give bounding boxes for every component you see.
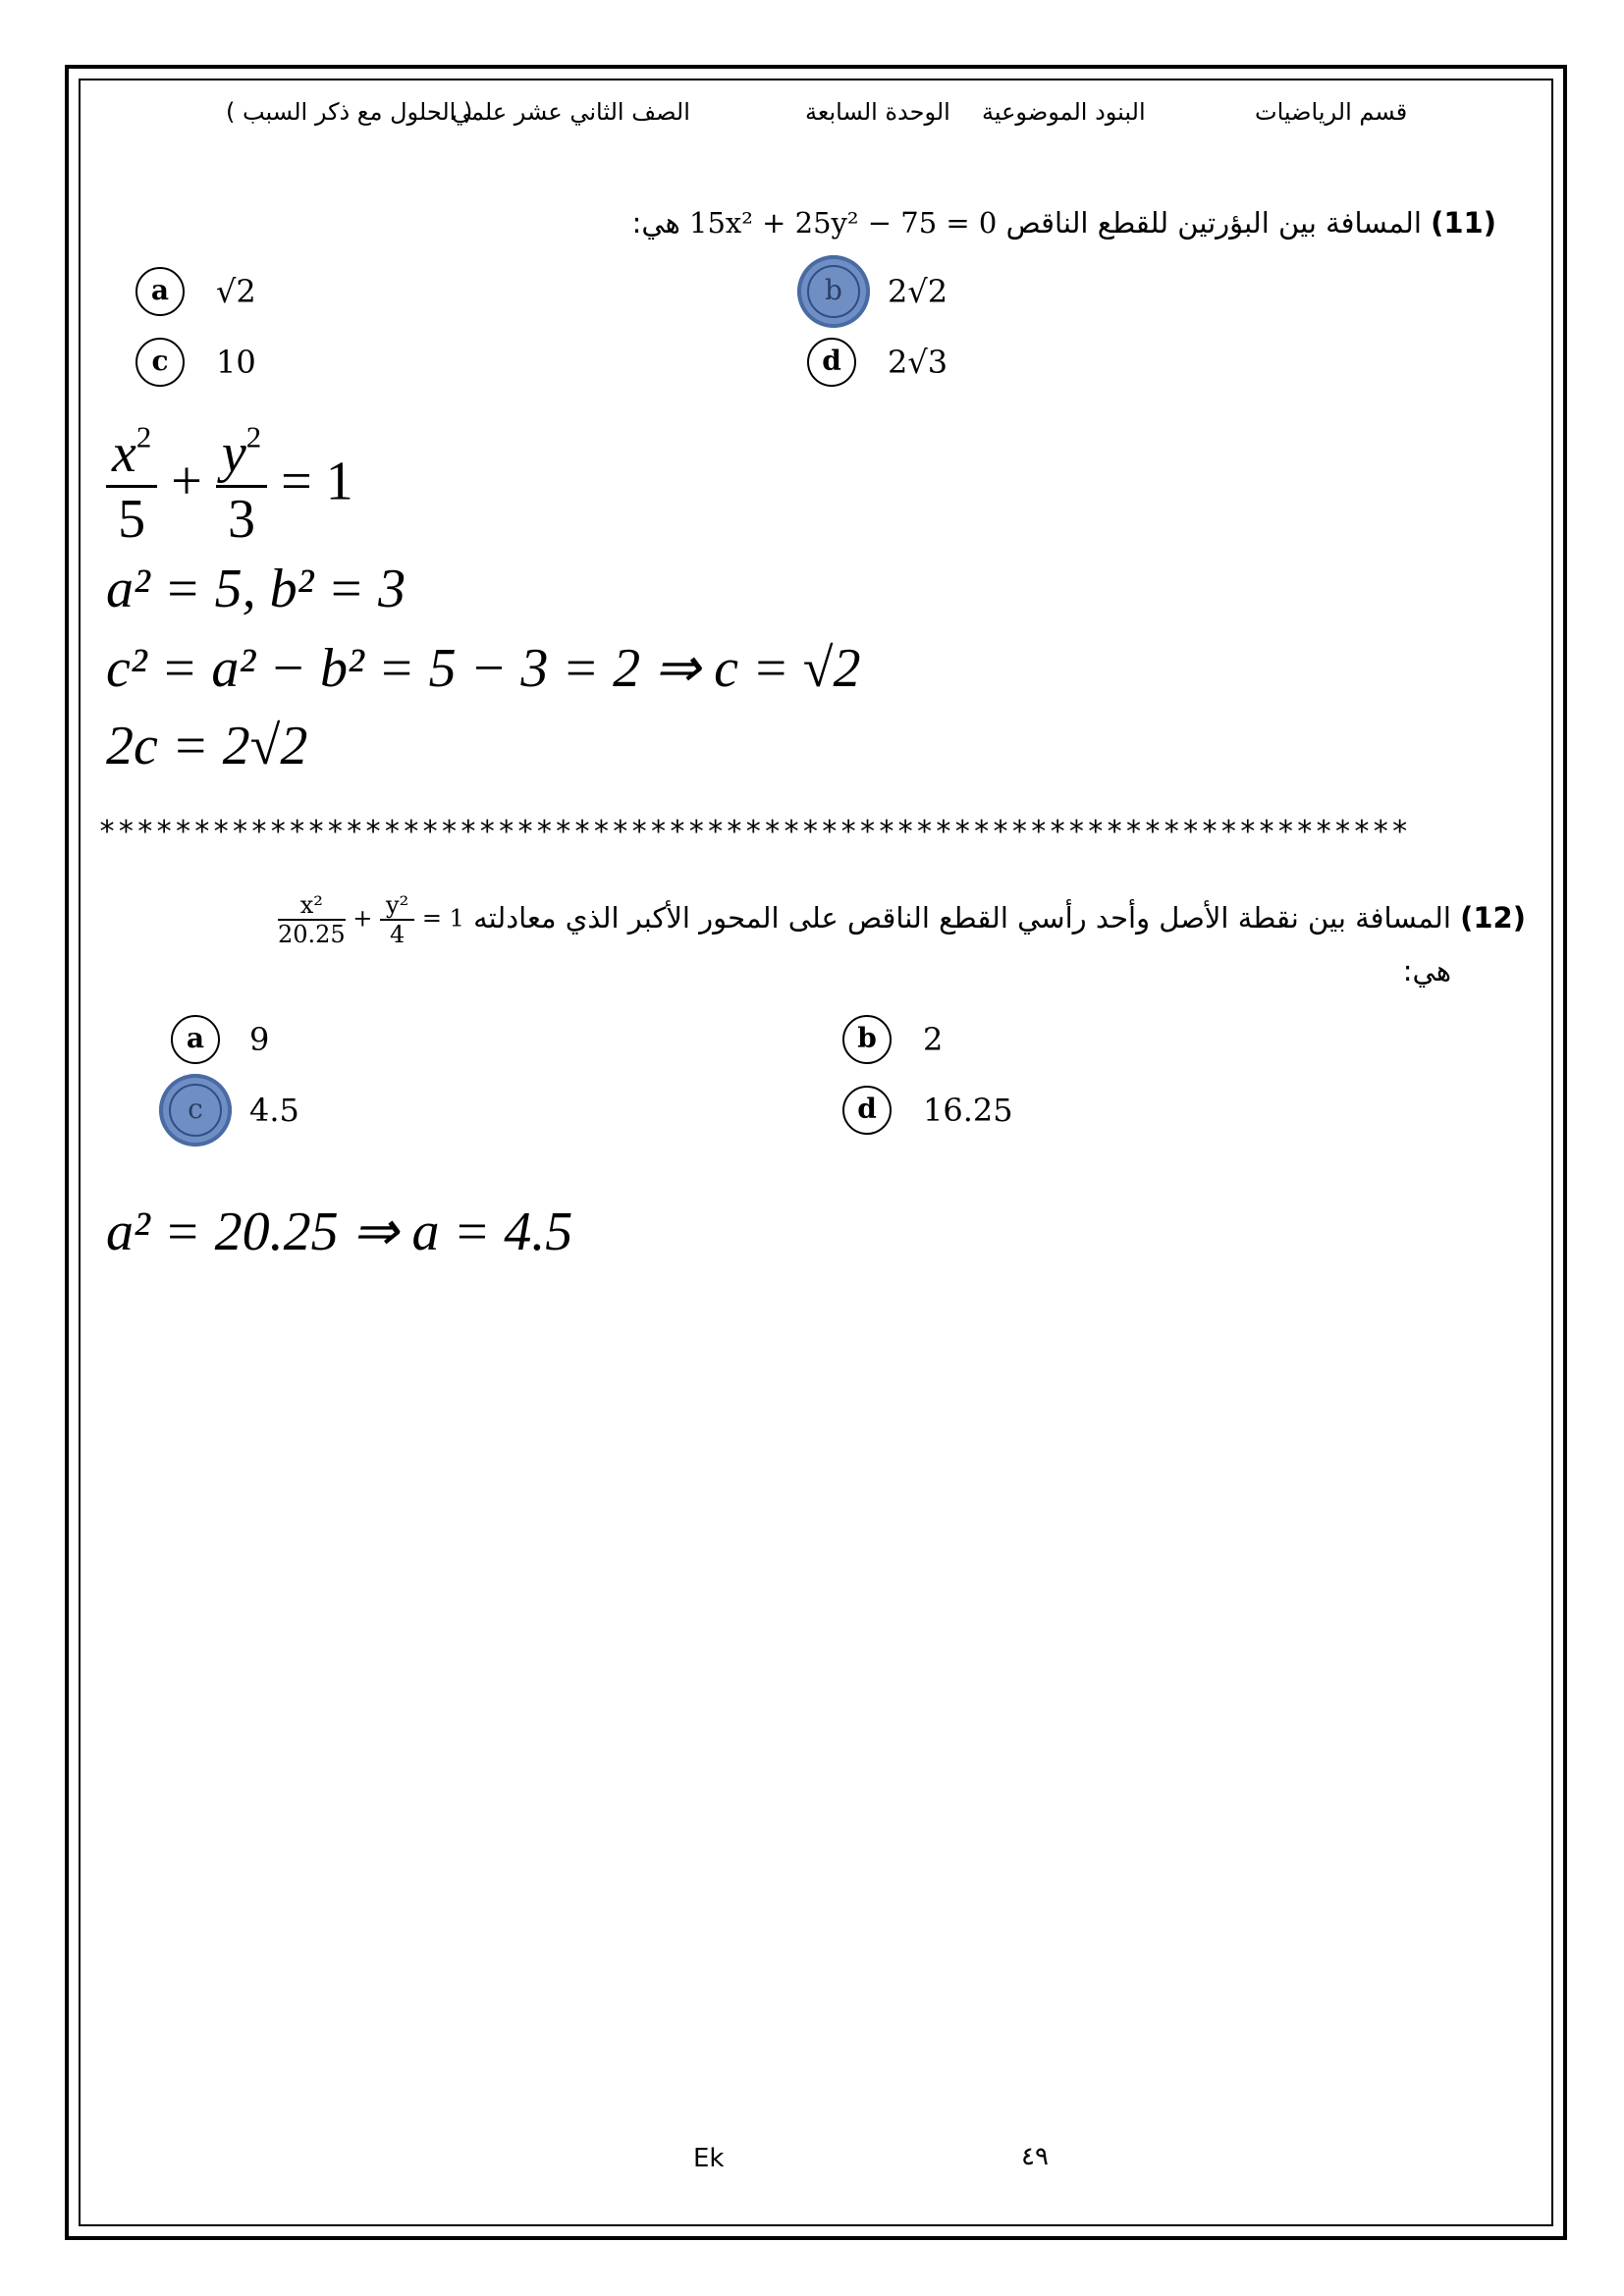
question-suffix: هي: xyxy=(631,206,680,240)
option-c-value: 4.5 xyxy=(249,1092,299,1129)
option-c-marker-selected[interactable]: c xyxy=(159,1074,232,1147)
header-grade: الصف الثاني عشر علمي xyxy=(452,98,690,126)
option-a-marker[interactable]: a xyxy=(135,267,185,316)
question-number: (11) xyxy=(1431,206,1496,240)
separator-stars: ********************************************************************* xyxy=(98,815,1410,849)
question-12-suffix: هي: xyxy=(1402,954,1451,988)
option-a-value: 9 xyxy=(249,1021,270,1058)
footer-author: Ek xyxy=(693,2144,725,2173)
header-department: قسم الرياضيات xyxy=(1255,98,1408,126)
header-solutions: ( الحلول مع ذكر السبب ) xyxy=(226,98,473,126)
option-d-value: 2√3 xyxy=(888,344,948,381)
option-a-value: √2 xyxy=(216,273,256,310)
solution-11-line1: $\frac{x^2}{5}$ + $\frac{y^2}{3}$ = 1 xyxy=(106,422,353,551)
option-b-marker-selected[interactable]: b xyxy=(797,255,870,328)
question-11 xyxy=(632,206,1496,240)
question-12 xyxy=(278,891,1526,948)
option-b-marker[interactable]: b xyxy=(842,1015,892,1064)
question-equation: 15x² + 25y² − 75 = 0 xyxy=(689,206,998,240)
solution-11-line4: 2c = 2√2 xyxy=(106,716,308,776)
header-unit: الوحدة السابعة xyxy=(805,98,950,126)
question-number: (12) xyxy=(1460,901,1526,934)
option-c-marker[interactable]: c xyxy=(135,338,185,387)
solution-12: a² = 20.25 ⇒ a = 4.5 xyxy=(106,1201,573,1262)
option-d-value: 16.25 xyxy=(923,1092,1013,1129)
option-c-value: 10 xyxy=(216,344,256,381)
footer-page-number: ٤٩ xyxy=(1021,2142,1049,2171)
solution-11-line3: c² = a² − b² = 5 − 3 = 2 ⇒ c = √2 xyxy=(106,638,861,699)
option-d-marker[interactable]: d xyxy=(842,1086,892,1135)
option-b-value: 2√2 xyxy=(888,273,948,310)
fraction-y-over-3: $\frac{y^2}{3}$ xyxy=(216,422,267,551)
fraction-x-over-5: $\frac{x^2}{5}$ xyxy=(106,422,157,551)
question-equation: $\frac{\text{x²}}{20.25}$ + $\frac{\text{y²}}{4}$ = 1 xyxy=(277,891,464,948)
option-d-marker[interactable]: d xyxy=(807,338,856,387)
header-items: البنود الموضوعية xyxy=(982,98,1146,126)
question-text: المسافة بين نقطة الأصل وأحد رأسي القطع الناقص على المحور الأكبر الذي معادلته xyxy=(473,901,1451,934)
page-border-inner xyxy=(79,79,1553,2226)
question-text: المسافة بين البؤرتين للقطع الناقص xyxy=(1005,206,1422,240)
solution-11-line2: a² = 5, b² = 3 xyxy=(106,559,406,619)
option-b-value: 2 xyxy=(923,1021,944,1058)
option-a-marker[interactable]: a xyxy=(171,1015,220,1064)
